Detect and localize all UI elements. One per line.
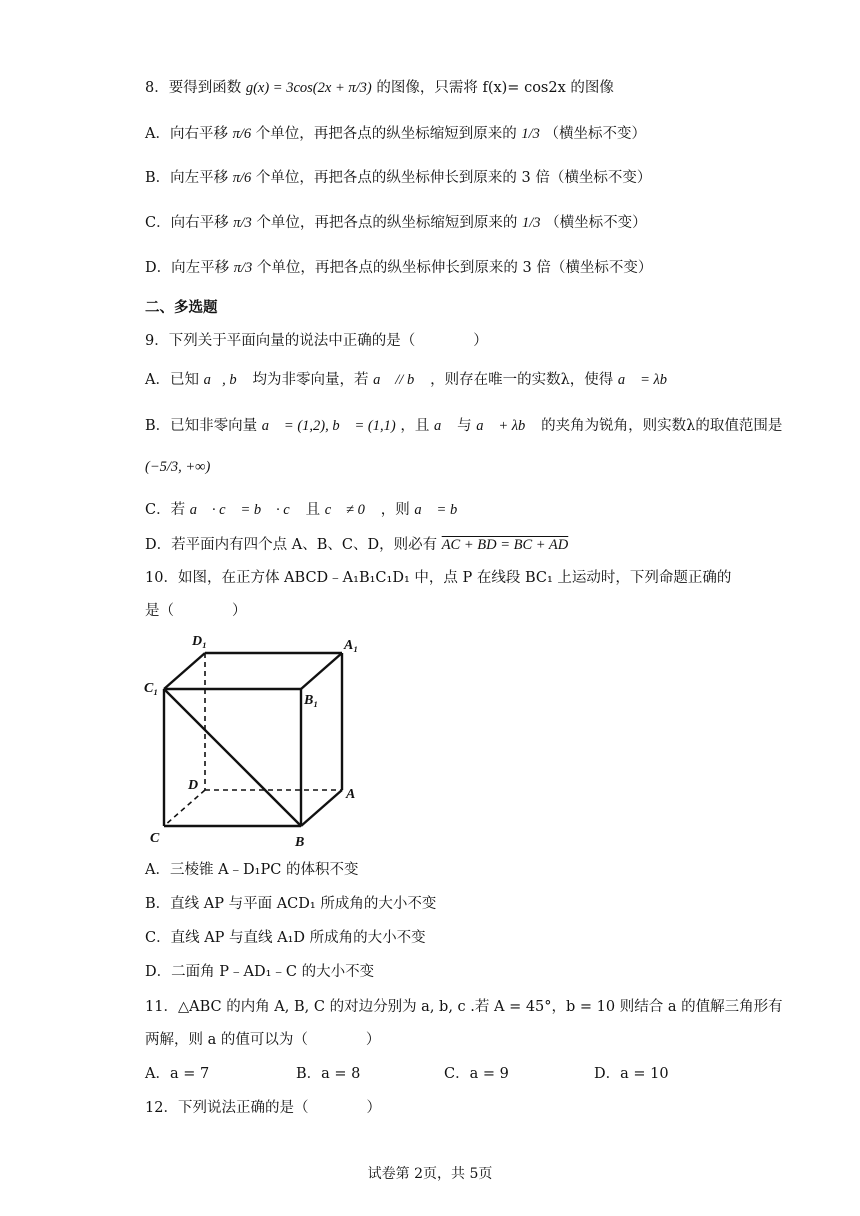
opt-text: ，则存在唯一的实数λ，使得 <box>430 372 614 388</box>
opt-text: ，且 <box>400 418 430 434</box>
opt-text: ，则 <box>380 502 410 518</box>
opt-text: D．若平面内有四个点 A、B、C、D，则必有 <box>145 537 438 553</box>
q9-stem: 9．下列关于平面向量的说法中正确的是（ ） <box>145 333 488 349</box>
math: a⃗ <box>433 418 453 434</box>
opt-text: 个单位，再把各点的纵坐标缩短到原来的 <box>256 215 518 231</box>
opt-text: D．向左平移 <box>145 260 230 276</box>
opt-text: 的夹角为锐角，则实数λ的取值范围是 <box>541 418 783 434</box>
shift-fraction: π/6 <box>232 126 252 142</box>
q8-option-d <box>145 258 652 278</box>
math: AC + BD = BC + AD <box>441 537 569 553</box>
q10-option-c: C．直线 AP 与直线 A₁D 所成角的大小不变 <box>145 930 426 946</box>
opt-text: （横坐标不变） <box>544 126 646 142</box>
q10-option-d: D．二面角 P﹣AD₁﹣C 的大小不变 <box>145 964 375 980</box>
q11-option-b: B．a = 8 <box>296 1066 361 1082</box>
q10-stem-line2: 是（ ） <box>145 603 247 619</box>
opt-text: C．若 <box>145 502 186 518</box>
math: a⃗ = λb⃗ <box>617 372 679 388</box>
edge-b1-a1 <box>301 653 342 689</box>
math: a⃗ · c⃗ = b⃗ · c⃗ <box>189 502 301 518</box>
label-b: B <box>295 835 305 848</box>
q8-function: g(x) = 3cos(2x + π/3) <box>245 80 372 96</box>
edge-b-a <box>301 790 342 826</box>
q10-option-b: B．直线 AP 与平面 ACD₁ 所成角的大小不变 <box>145 896 437 912</box>
q12-stem: 12．下列说法正确的是（ ） <box>145 1100 381 1116</box>
opt-text: 与 <box>457 418 472 434</box>
shift-fraction: π/6 <box>232 170 252 186</box>
q10-stem-line1: 10．如图，在正方体 ABCD﹣A₁B₁C₁D₁ 中，点 P 在线段 BC₁ 上运动时，下列命题正确的 <box>145 570 732 586</box>
math: a⃗, b⃗ <box>203 372 248 388</box>
page-footer: 试卷第 2页，共 5页 <box>367 1166 493 1182</box>
label-c1: C₁ <box>144 681 159 696</box>
segment-c1-b <box>164 689 301 826</box>
q9-option-b <box>145 416 782 436</box>
scale-fraction: 1/3 <box>521 126 540 142</box>
q9-option-b-range <box>145 457 210 477</box>
q11-option-c: C．a = 9 <box>444 1066 509 1082</box>
label-a1: A₁ <box>344 638 359 653</box>
q11-option-d: D．a = 10 <box>594 1066 669 1082</box>
opt-text: 均为非零向量，若 <box>252 372 369 388</box>
q8-option-c <box>145 213 647 233</box>
label-d1: D₁ <box>192 634 207 649</box>
label-a: A <box>346 787 356 802</box>
shift-fraction: π/3 <box>233 215 252 231</box>
range: (−5/3, +∞) <box>145 459 211 475</box>
math: c⃗ ≠ 0⃗ <box>324 502 377 518</box>
math: a⃗ // b⃗ <box>373 372 426 388</box>
q11-option-a: A．a = 7 <box>145 1066 210 1082</box>
q8-stem-post: 的图像，只需将 f(x)= cos2x 的图像 <box>376 80 614 96</box>
label-d: D <box>188 778 199 793</box>
q9-option-d <box>145 535 568 555</box>
q8-stem-pre: 8．要得到函数 <box>145 80 242 96</box>
q8-stem <box>145 78 614 98</box>
section-heading: 二、多选题 <box>145 299 218 316</box>
opt-text: B．已知非零向量 <box>145 418 258 434</box>
q8-option-a <box>145 124 646 144</box>
q10-option-a: A．三棱锥 A﹣D₁PC 的体积不变 <box>145 862 359 878</box>
opt-text: 个单位，再把各点的纵坐标伸长到原来的 3 倍（横坐标不变） <box>256 260 653 276</box>
opt-text: A．向右平移 <box>145 126 228 142</box>
q9-option-c <box>145 500 468 520</box>
hidden-edge-d-c <box>164 790 205 826</box>
label-b1: B₁ <box>304 693 319 708</box>
opt-text: 且 <box>305 502 321 518</box>
cube-figure <box>140 628 370 848</box>
math: a⃗ = (1,2), b⃗ = (1,1) <box>261 418 396 434</box>
opt-text: （横坐标不变） <box>545 215 647 231</box>
q9-option-a <box>145 370 678 390</box>
math: a⃗ + λb⃗ <box>476 418 537 434</box>
q11-stem-line2: 两解，则 a 的值可以为（ ） <box>145 1032 381 1048</box>
math: a⃗ = b⃗ <box>414 502 469 518</box>
edge-c1-d1 <box>164 653 205 689</box>
label-c: C <box>150 831 160 846</box>
opt-text: A．已知 <box>145 372 199 388</box>
opt-text: 个单位，再把各点的纵坐标缩短到原来的 <box>255 126 517 142</box>
q8-option-b <box>145 168 651 188</box>
q11-stem-line1: 11．△ABC 的内角 A, B, C 的对边分别为 a, b, c .若 A = 45°，b = 10 则结合 a 的值解三角形有 <box>145 999 783 1015</box>
opt-text: C．向右平移 <box>145 215 229 231</box>
scale-fraction: 1/3 <box>521 215 541 231</box>
shift-fraction: π/3 <box>233 260 253 276</box>
opt-text: B．向左平移 <box>145 170 229 186</box>
opt-text: 个单位，再把各点的纵坐标伸长到原来的 3 倍（横坐标不变） <box>255 170 652 186</box>
